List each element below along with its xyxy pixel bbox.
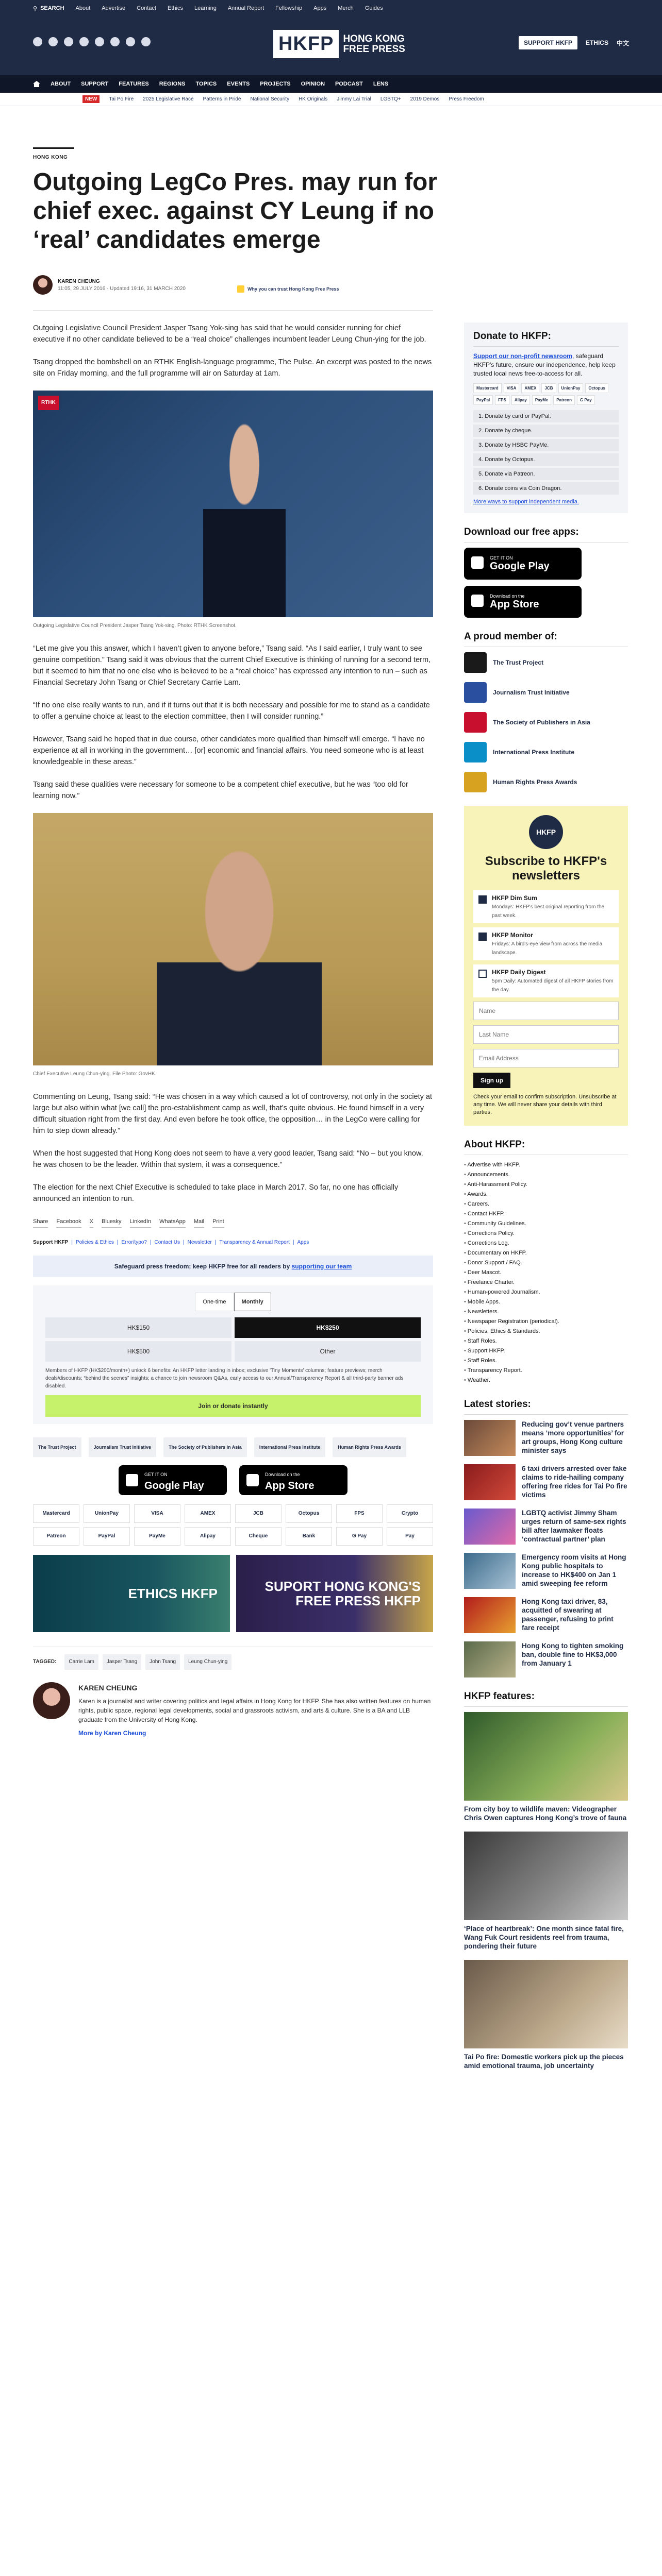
story-thumbnail	[464, 1597, 516, 1633]
feature-item[interactable]: Tai Po fire: Domestic workers pick up the pieces amid emotional trauma, job uncertainty	[464, 1960, 628, 2070]
donate-option[interactable]: 2. Donate by cheque.	[473, 425, 619, 437]
payment-logo: Alipay	[185, 1527, 231, 1546]
about-link[interactable]: • Awards.	[464, 1190, 628, 1199]
member-logo[interactable]: Human Rights Press Awards	[464, 772, 628, 792]
new-badge: NEW	[82, 95, 100, 103]
trending-item[interactable]: National Security	[250, 96, 290, 102]
payment-logo: FPS	[336, 1504, 383, 1523]
about-link[interactable]: • Newspaper Registration (periodical).	[464, 1317, 628, 1327]
about-link[interactable]: • Careers.	[464, 1199, 628, 1209]
checkbox[interactable]	[478, 970, 487, 978]
paragraph: “If no one else really wants to run, and if it turns out that it is both necessary and possible for me to stand as a candidate to offer a genuine choice at least to the election committee, then I will consider running.”	[33, 701, 430, 721]
leung-chun-ying-photo	[33, 813, 433, 1065]
payment-logo: PayMe	[532, 395, 551, 405]
newsletter-option[interactable]: HKFP Daily Digest 5pm Daily: Automated digest of all HKFP stories from the day.	[473, 964, 619, 997]
nav-lens[interactable]: LENS	[373, 81, 389, 87]
apps-heading: Download our free apps:	[464, 527, 628, 543]
badge[interactable]: International Press Institute	[254, 1437, 326, 1457]
promo-banners	[33, 1555, 433, 1632]
payment-logo: VISA	[504, 383, 520, 393]
author-name[interactable]: KAREN CHEUNG	[58, 278, 100, 284]
paragraph: “Let me give you this answer, which I haven’t given to anyone before,” Tsang said. “As I said earlier, I truly want to see genuine competition.” Tsang said it was obvious that the current Chief Executive is thinking of running for a second term, but it seemed to him that no one else who is believed to be a “real choice” has expressed any intention to run – such as Financial Secretary John Tsang or Chief Secretary Carrie Lam.	[33, 645, 431, 687]
x-icon[interactable]	[48, 37, 58, 46]
payment-logo: PayPal	[473, 395, 493, 405]
latest-stories	[464, 1399, 628, 1677]
features-heading: HKFP features:	[464, 1691, 628, 1707]
amount-options	[45, 1317, 421, 1362]
feature-item[interactable]: ‘Place of heartbreak’: One month since fatal fire, Wang Fuk Court residents reel from trauma, pondering their future	[464, 1832, 628, 1951]
story-thumbnail	[464, 1553, 516, 1589]
trending-item[interactable]: LGBTQ+	[380, 96, 401, 102]
tag[interactable]: Carrie Lam	[64, 1654, 98, 1670]
facebook-icon[interactable]	[33, 37, 42, 46]
feature-item[interactable]: From city boy to wildlife maven: Videographer Chris Owen captures Hong Kong’s trove of fauna	[464, 1712, 628, 1822]
policy-link[interactable]: Policies & Ethics	[75, 1240, 114, 1245]
support-newsroom-link[interactable]: Support our non-profit newsroom	[473, 352, 572, 360]
badge[interactable]: Journalism Trust Initiative	[89, 1437, 157, 1457]
google-play-button[interactable]: GET IT ON Google Play	[119, 1465, 227, 1495]
trust-project-logo	[464, 652, 487, 673]
nav-support[interactable]: SUPPORT	[81, 81, 109, 87]
google-play-button[interactable]: GET IT ON Google Play	[464, 548, 582, 580]
nav-features[interactable]: FEATURES	[119, 81, 149, 87]
telegram-icon[interactable]	[126, 37, 135, 46]
member-badges	[33, 1437, 433, 1457]
payment-logo: VISA	[134, 1504, 180, 1523]
donate-widget	[464, 323, 628, 513]
latest-heading: Latest stories:	[464, 1399, 628, 1415]
checkbox-checked[interactable]	[478, 895, 487, 904]
payment-logo: Cheque	[235, 1527, 282, 1546]
policy-link[interactable]: Error/typo?	[121, 1240, 147, 1245]
payment-logo: Octopus	[286, 1504, 332, 1523]
youtube-icon[interactable]	[79, 37, 89, 46]
search-button[interactable]: ⚲ SEARCH	[33, 5, 64, 12]
share-bar	[33, 1216, 433, 1228]
paragraph: However, Tsang said he hoped that in due course, other candidates more qualified than himself will emerge. “I have no experience at all in working in the government… [or] economic and financial affairs. You need someone who is at least knowledgeable in these areas.”	[33, 735, 425, 766]
tags-label: TAGGED:	[33, 1659, 57, 1665]
trending-item[interactable]: Press Freedom	[449, 96, 484, 102]
member-logo[interactable]: The Trust Project	[464, 652, 628, 673]
about-link[interactable]: • Contact HKFP.	[464, 1209, 628, 1219]
payment-logo: Patreon	[33, 1527, 79, 1546]
amount-option[interactable]: HK$150	[45, 1317, 231, 1338]
util-apps[interactable]: Apps	[313, 5, 327, 11]
badge[interactable]: The Society of Publishers in Asia	[163, 1437, 247, 1457]
author-info	[78, 1682, 433, 1739]
linkedin-icon[interactable]	[141, 37, 151, 46]
paragraph: Outgoing Legislative Council President Jasper Tsang Yok-sing has said that he would consider running for chief executive if no other candidate believed to be a “real choice” challenges incumbent leader Leung Chun-ying for the job.	[33, 324, 426, 344]
about-link[interactable]: • Deer Mascot.	[464, 1268, 628, 1278]
payment-methods	[33, 1504, 433, 1546]
about-link[interactable]: • Freelance Charter.	[464, 1278, 628, 1287]
site-header	[0, 16, 662, 75]
about-link[interactable]: • Newsletters.	[464, 1307, 628, 1317]
search-icon: ⚲	[33, 5, 38, 12]
donate-option[interactable]: 6. Donate coins via Coin Dragon.	[473, 482, 619, 495]
last-name-input[interactable]	[473, 1025, 619, 1044]
nav-opinion[interactable]: OPINION	[301, 81, 325, 87]
story-thumbnail	[464, 1641, 516, 1677]
about-list	[464, 1160, 628, 1385]
member-logo[interactable]: The Society of Publishers in Asia	[464, 712, 628, 733]
caption: Chief Executive Leung Chun-ying. File Photo: GovHK.	[33, 1071, 157, 1077]
badge[interactable]: The Trust Project	[33, 1437, 81, 1457]
tag-list	[33, 1647, 433, 1670]
donate-option[interactable]: 4. Donate by Octopus.	[473, 453, 619, 466]
share-bluesky[interactable]: Bluesky	[102, 1216, 122, 1228]
payment-logo: UnionPay	[558, 383, 584, 393]
nav-events[interactable]: EVENTS	[227, 81, 250, 87]
paragraph: Tsang said these qualities were necessary for someone to be a competent chief executive, but he was “too old for learning now.”	[33, 781, 408, 800]
payment-logo: PayPal	[84, 1527, 130, 1546]
byline	[33, 275, 186, 295]
paragraph: Commenting on Leung, Tsang said: “He was chosen in a way which caused a lot of controversy, not only in the society at large but also within what [we call] the pro-establishment camp as well, that’s quite obvious. He found himself in a very difficult situation right from the first day. And even before he took office, the opposition… in the LegCo were calling for him to step down already.”	[33, 1093, 433, 1135]
card-logos	[473, 383, 619, 405]
about-link[interactable]: • Documentary on HKFP.	[464, 1248, 628, 1258]
payment-logo: PayMe	[134, 1527, 180, 1546]
payment-logo: FPS	[495, 395, 509, 405]
header-actions	[519, 36, 629, 49]
paragraph: When the host suggested that Hong Kong does not seem to have a very good leader, Tsang said: “No – but you know, he was chosen to be the leader. Within that system, it was a consequence.”	[33, 1149, 423, 1169]
divider	[33, 310, 433, 311]
trending-item[interactable]: HK Originals	[299, 96, 328, 102]
author-bio: Karen is a journalist and writer covering politics and legal affairs in Hong Kong for HKFP. She has also written features on human rights, public space, regional legal developments, social and grassroots activism, and arts & culture. She is a BA and LLB graduate from the University of Hong Kong.	[78, 1698, 431, 1723]
util-contact[interactable]: Contact	[137, 5, 157, 11]
util-ethics[interactable]: Ethics	[168, 5, 184, 11]
about-link[interactable]: • Corrections Policy.	[464, 1229, 628, 1239]
figure	[33, 813, 433, 1080]
amount-option-selected[interactable]: HK$250	[235, 1317, 421, 1338]
payment-logo: JCB	[541, 383, 556, 393]
sidebar	[464, 323, 628, 2083]
policy-link[interactable]: Transparency & Annual Report	[219, 1240, 290, 1245]
newsletter-widget	[464, 806, 628, 1126]
story-item[interactable]: Emergency room visits at Hong Kong public hospitals to increase to HK$400 on Jan 1 amid sweeping fee reform	[464, 1553, 628, 1589]
member-widget	[464, 631, 628, 792]
about-link[interactable]: • Donor Support / FAQ.	[464, 1258, 628, 1268]
paragraph: The election for the next Chief Executive is scheduled to take place in March 2017. So far, no one has officially announced an intention to run.	[33, 1183, 399, 1203]
policy-link[interactable]: Newsletter	[187, 1240, 212, 1245]
about-link[interactable]: • Community Guidelines.	[464, 1219, 628, 1229]
byline-text	[58, 279, 186, 292]
badge[interactable]: Human Rights Press Awards	[333, 1437, 406, 1457]
social-links	[33, 37, 151, 46]
paragraph: Tsang dropped the bombshell on an RTHK English-language programme, The Pulse. An excerpt was posted to the news site on Friday morning, and the full programme will air on Saturday at 1am.	[33, 358, 432, 378]
hkfp-badge: HKFP	[529, 815, 563, 849]
amount-option[interactable]: HK$500	[45, 1341, 231, 1362]
policy-links: Support HKFP | Policies & Ethics | Error/typo? | Contact Us | Newsletter | Transparency & Annual Report | Apps	[33, 1237, 433, 1248]
tag[interactable]: Leung Chun-ying	[184, 1654, 231, 1670]
more-ways-link[interactable]: More ways to support independent media.	[473, 499, 579, 505]
nav-topics[interactable]: TOPICS	[195, 81, 217, 87]
payment-logo: Patreon	[553, 395, 575, 405]
nav-podcast[interactable]: PODCAST	[335, 81, 363, 87]
newsletter-note: Check your email to confirm subscription. Unsubscribe at any time. We will never share your details with third parties.	[473, 1094, 617, 1115]
newsletter-option[interactable]: HKFP Dim Sum Mondays: HKFP's best original reporting from the past week.	[473, 890, 619, 923]
about-link[interactable]: • Policies, Ethics & Standards.	[464, 1327, 628, 1336]
share-x[interactable]: X	[90, 1216, 93, 1228]
site-logo[interactable]	[273, 30, 405, 58]
checkbox-checked[interactable]	[478, 933, 487, 941]
about-link[interactable]: • Anti-Harassment Policy.	[464, 1180, 628, 1190]
support-hkfp-link[interactable]: Support HKFP	[33, 1240, 69, 1245]
about-link[interactable]: • Transparency Report.	[464, 1366, 628, 1376]
trending-item[interactable]: 2025 Legislative Race	[143, 96, 194, 102]
story-item[interactable]: 6 taxi drivers arrested over fake claims to ride-hailing company offering free rides for Tai Po fire victims	[464, 1464, 628, 1500]
trending-bar	[0, 93, 662, 106]
donate-option[interactable]: 5. Donate via Patreon.	[473, 468, 619, 480]
email-input[interactable]	[473, 1049, 619, 1067]
donate-option[interactable]: 1. Donate by card or PayPal.	[473, 410, 619, 422]
rthk-logo: RTHK	[38, 396, 59, 410]
donate-heading: Donate to HKFP:	[473, 331, 619, 347]
author-box	[33, 1682, 433, 1739]
payment-logo: Alipay	[511, 395, 530, 405]
utility-bar	[0, 0, 662, 16]
threads-icon[interactable]	[95, 37, 104, 46]
app-store-column	[464, 548, 628, 618]
support-team-link[interactable]: supporting our team	[291, 1263, 352, 1270]
donation-widget	[33, 1285, 433, 1424]
name-input[interactable]	[473, 1002, 619, 1020]
safeguard-banner: Safeguard press freedom; keep HKFP free for all readers by supporting our team	[33, 1256, 433, 1277]
policy-link[interactable]: Contact Us	[154, 1240, 180, 1245]
about-link[interactable]: • Human-powered Journalism.	[464, 1287, 628, 1297]
util-merch[interactable]: Merch	[338, 5, 354, 11]
publish-date: 11:05, 29 JULY 2016 · Updated 19:16, 31 MARCH 2020	[58, 285, 186, 292]
member-heading: A proud member of:	[464, 631, 628, 647]
story-thumbnail	[464, 1464, 516, 1500]
signup-button[interactable]: Sign up	[473, 1073, 510, 1088]
share-label: Share	[33, 1216, 48, 1228]
about-link[interactable]: • Weather.	[464, 1376, 628, 1385]
app-store-button[interactable]: Download on the App Store	[239, 1465, 347, 1495]
more-by-author-link[interactable]: More by Karen Cheung	[78, 1730, 146, 1737]
article-body	[33, 323, 433, 1739]
app-store-row	[33, 1465, 433, 1495]
trust-icon	[237, 285, 244, 293]
jasper-tsang-photo	[33, 391, 433, 617]
newsletter-option[interactable]: HKFP Monitor Fridays: A bird's-eye view from across the media landscape.	[473, 927, 619, 960]
util-about[interactable]: About	[75, 5, 91, 11]
ipi-logo	[464, 742, 487, 762]
apps-widget	[464, 527, 628, 618]
about-link[interactable]: • Announcements.	[464, 1170, 628, 1180]
story-thumbnail	[464, 1509, 516, 1545]
nav-regions[interactable]: REGIONS	[159, 81, 186, 87]
author-avatar[interactable]	[33, 1682, 70, 1719]
share-print[interactable]: Print	[212, 1216, 224, 1228]
payment-logo: Pay	[387, 1527, 433, 1546]
story-item[interactable]: Hong Kong to tighten smoking ban, double fine to HK$3,000 from January 1	[464, 1641, 628, 1677]
title-rule	[33, 147, 74, 149]
payment-logo: Mastercard	[473, 383, 502, 393]
payment-logo: AMEX	[521, 383, 539, 393]
freq-monthly[interactable]: Monthly	[234, 1293, 271, 1311]
nav-about[interactable]: ABOUT	[51, 81, 71, 87]
amount-option[interactable]: Other	[235, 1341, 421, 1362]
policy-link[interactable]: Apps	[297, 1240, 309, 1245]
payment-logo: Bank	[286, 1527, 332, 1546]
donate-option[interactable]: 3. Donate by HSBC PayMe.	[473, 439, 619, 451]
newsletter-heading: Subscribe to HKFP's newsletters	[485, 854, 607, 883]
logo-mark: HKFP	[273, 30, 339, 58]
trending-item[interactable]: Jimmy Lai Trial	[337, 96, 371, 102]
donate-text: Support our non-profit newsroom, safeguard HKFP's future, ensure our independence, help keep trusted local news free-to-access for all.	[473, 352, 616, 377]
caption: Outgoing Legislative Council President Jasper Tsang Yok-sing. Photo: RTHK Screenshot.	[33, 623, 237, 629]
hrpa-logo	[464, 772, 487, 792]
tag[interactable]: Jasper Tsang	[103, 1654, 141, 1670]
about-link[interactable]: • Staff Roles.	[464, 1336, 628, 1346]
about-heading: About HKFP:	[464, 1139, 628, 1155]
ethics-banner[interactable]: ETHICS HKFP	[33, 1555, 230, 1632]
feature-image	[464, 1960, 628, 2048]
story-item[interactable]: Reducing gov’t venue partners means ‘more opportunities’ for art groups, Hong Kong culture minister says	[464, 1420, 628, 1456]
feature-image	[464, 1832, 628, 1920]
sopa-logo	[464, 712, 487, 733]
payment-logo: Octopus	[585, 383, 608, 393]
about-link[interactable]: • Staff Roles.	[464, 1356, 628, 1366]
about-link[interactable]: • Corrections Log.	[464, 1239, 628, 1248]
tag[interactable]: John Tsang	[145, 1654, 180, 1670]
share-whatsapp[interactable]: WhatsApp	[159, 1216, 186, 1228]
instagram-icon[interactable]	[64, 37, 73, 46]
join-donate-button[interactable]: Join or donate instantly	[45, 1395, 421, 1417]
jti-logo	[464, 682, 487, 703]
payment-logo: Mastercard	[33, 1504, 79, 1523]
share-mail[interactable]: Mail	[194, 1216, 204, 1228]
breadcrumb[interactable]: HONG KONG	[33, 155, 68, 160]
language-link[interactable]: 中文	[616, 39, 629, 47]
util-guides[interactable]: Guides	[365, 5, 383, 11]
share-facebook[interactable]: Facebook	[56, 1216, 81, 1228]
payment-logo: UnionPay	[84, 1504, 130, 1523]
main-nav	[0, 75, 662, 93]
nav-projects[interactable]: PROJECTS	[260, 81, 291, 87]
payment-logo: AMEX	[185, 1504, 231, 1523]
payment-logo: G Pay	[577, 395, 595, 405]
about-link[interactable]: • Mobile Apps.	[464, 1297, 628, 1307]
story-item[interactable]: Hong Kong taxi driver, 83, acquitted of swearing at passenger, refusing to print fare receipt	[464, 1597, 628, 1633]
freq-one-time[interactable]: One-time	[195, 1293, 234, 1311]
logo-text: HONG KONG FREE PRESS	[343, 33, 405, 55]
member-logo[interactable]: International Press Institute	[464, 742, 628, 762]
about-link[interactable]: • Support HKFP.	[464, 1346, 628, 1356]
share-linkedin[interactable]: LinkedIn	[130, 1216, 152, 1228]
util-advertise[interactable]: Advertise	[102, 5, 126, 11]
avatar[interactable]	[33, 275, 53, 295]
util-annual-report[interactable]: Annual Report	[227, 5, 264, 11]
member-benefits: Members of HKFP (HK$200/month+) unlock 6 benefits: An HKFP letter landing in inbox; exclusive 'Tiny Moments' columns; feature previews; merch deals/discounts; “behind the scenes” insights; a chance to join newsroom Q&As, early access to our Annual/Transparency Report & all third-party banner ads disabled.	[45, 1368, 404, 1389]
util-fellowship[interactable]: Fellowship	[275, 5, 303, 11]
about-widget	[464, 1139, 628, 1385]
figure	[33, 391, 433, 632]
support-banner[interactable]: SUPORT HONG KONG'S FREE PRESS HKFP	[236, 1555, 433, 1632]
app-store-button[interactable]: Download on the App Store	[464, 586, 582, 618]
page-title: Outgoing LegCo Pres. may run for chief exec. against CY Leung if no ‘real’ candidates emerge	[33, 168, 438, 253]
payment-logo: Crypto	[387, 1504, 433, 1523]
story-thumbnail	[464, 1420, 516, 1456]
feature-image	[464, 1712, 628, 1801]
story-item[interactable]: LGBTQ activist Jimmy Sham urges return of same-sex rights bill after lawmaker floats ‘contractual partner’ plan	[464, 1509, 628, 1545]
author-box-name[interactable]: KAREN CHEUNG	[78, 1684, 138, 1692]
ethics-link[interactable]: ETHICS	[585, 39, 608, 46]
trending-item[interactable]: 2019 Demos	[410, 96, 440, 102]
hkfp-features	[464, 1691, 628, 2070]
trending-item[interactable]: Patterns in Pride	[203, 96, 241, 102]
home-icon[interactable]	[33, 81, 40, 87]
support-hkfp-button[interactable]: SUPPORT HKFP	[519, 36, 577, 49]
payment-logo: G Pay	[336, 1527, 383, 1546]
payment-logo: JCB	[235, 1504, 282, 1523]
frequency-toggle	[45, 1293, 421, 1311]
about-link[interactable]: • Advertise with HKFP.	[464, 1160, 628, 1170]
bluesky-icon[interactable]	[110, 37, 120, 46]
util-learning[interactable]: Learning	[194, 5, 217, 11]
member-logo[interactable]: Journalism Trust Initiative	[464, 682, 628, 703]
trust-link[interactable]: Why you can trust Hong Kong Free Press	[237, 285, 339, 293]
trending-item[interactable]: Tai Po Fire	[109, 96, 134, 102]
